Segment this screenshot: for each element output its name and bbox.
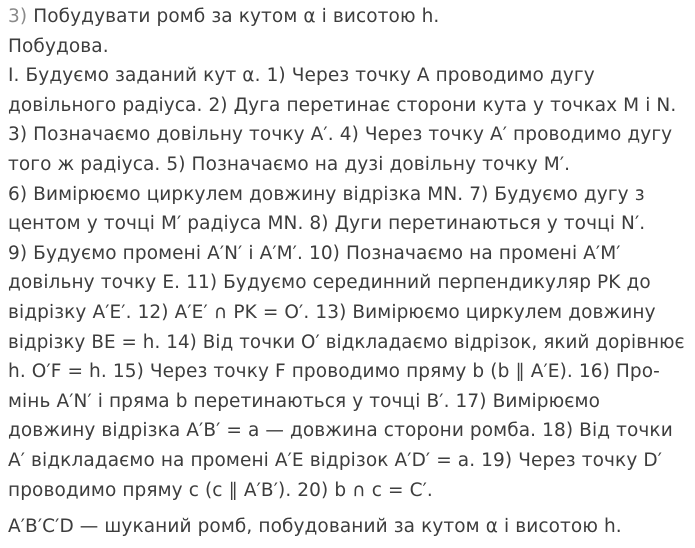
construction-line: h. O′F = h. 15) Через точку F проводимо пряму b (b ∥ A′E). 16) Про-	[8, 361, 660, 383]
construction-line: A′ відкладаємо на промені A′E відрізок A′D′ = a. 19) Через точку D′	[8, 449, 663, 471]
construction-line: проводимо пряму c (c ∥ A′B′). 20) b ∩ c = C′.	[8, 479, 433, 501]
construction-line: відрізку A′E′. 12) A′E′ ∩ PK = O′. 13) Вимірюємо циркулем довжину	[8, 301, 656, 323]
task-title: Побудувати ромб за кутом α і висотою h.	[33, 6, 440, 27]
construction-line: I. Будуємо заданий кут α. 1) Через точку A проводимо дугу	[8, 65, 595, 87]
spacer	[8, 505, 691, 512]
construction-heading: Побудова.	[8, 35, 109, 57]
construction-line: центом у точці M′ радіуса MN. 8) Дуги перетинаються у точці N′.	[8, 213, 646, 235]
construction-line: довільну точку E. 11) Будуємо серединний перпендикуляр PK до	[8, 272, 651, 294]
construction-line: того ж радіуса. 5) Позначаємо на дузі довільну точку M′.	[8, 153, 571, 175]
construction-steps	[8, 61, 691, 505]
task-statement	[8, 2, 691, 32]
construction-line: довільного радіуса. 2) Дуга перетинає сторони кута у точках M і N.	[8, 94, 677, 116]
task-number: 3)	[8, 6, 28, 27]
solution-text	[8, 2, 691, 542]
construction-line: 6) Вимірюємо циркулем довжину відрізка MN. 7) Будуємо дугу з	[8, 183, 645, 205]
construction-line: 3) Позначаємо довільну точку A′. 4) Через точку A′ проводимо дугу	[8, 124, 673, 146]
construction-line: 9) Будуємо промені A′N′ і A′M′. 10) Позначаємо на промені A′M′	[8, 242, 621, 264]
construction-line: довжину відрізка A′B′ = a — довжина сторони ромба. 18) Від точки	[8, 420, 673, 442]
construction-line: мінь A′N′ і пряма b перетинаються у точці B′. 17) Вимірюємо	[8, 390, 601, 412]
construction-line: відрізку BE = h. 14) Від точки O′ відкладаємо відрізок, який дорівнює	[8, 331, 685, 353]
conclusion: A′B′C′D — шуканий ромб, побудований за кутом α і висотою h.	[8, 516, 622, 538]
